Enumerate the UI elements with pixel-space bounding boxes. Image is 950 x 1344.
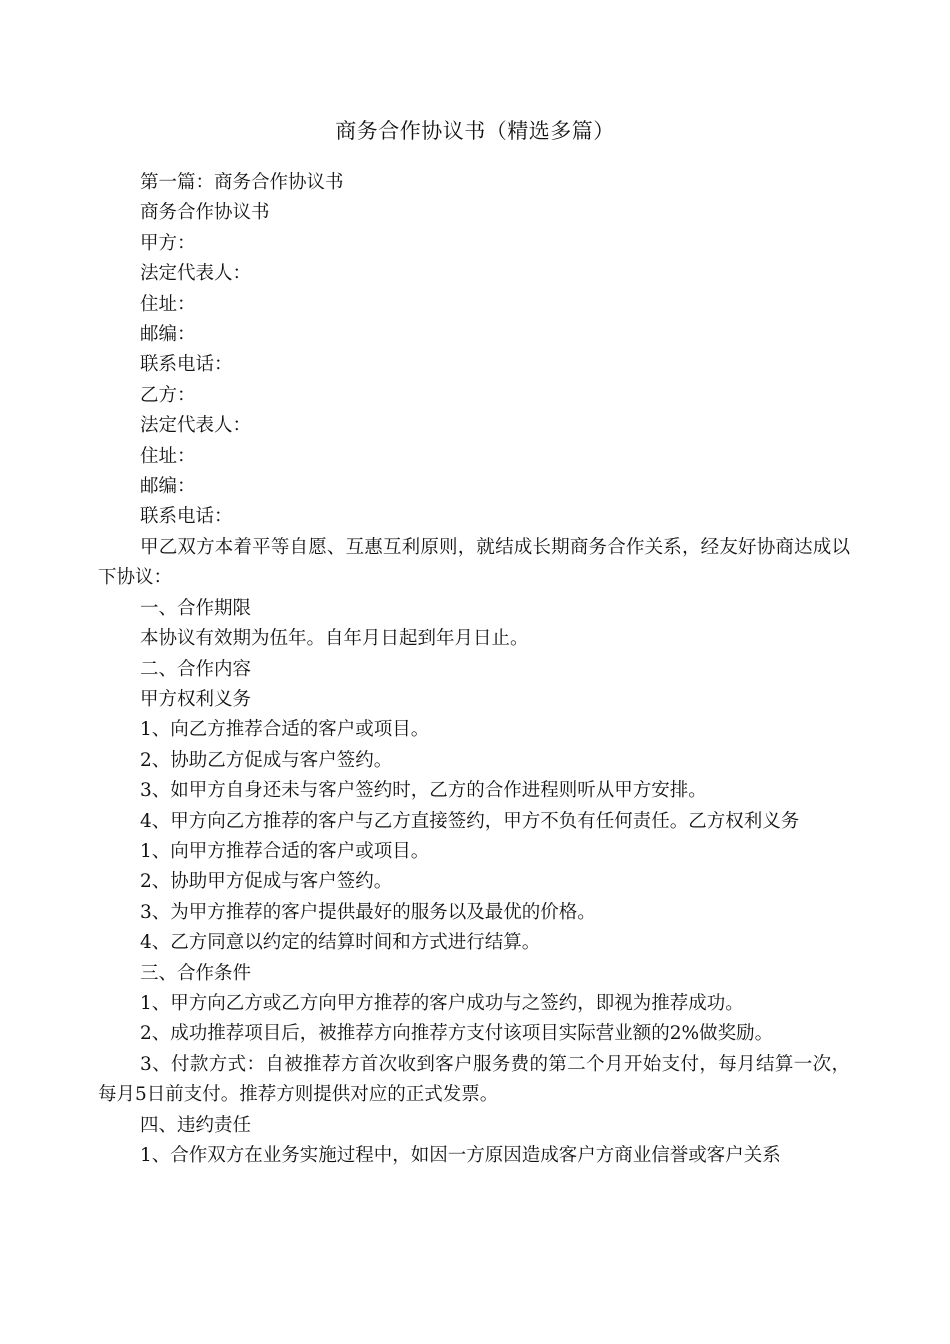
text-line: 2、协助乙方促成与客户签约。 xyxy=(140,749,393,771)
text-line: 联系电话： xyxy=(140,354,233,376)
text-line: 邮编： xyxy=(140,476,196,498)
text-line: 本协议有效期为伍年。自年月日起到年月日止。 xyxy=(140,628,529,650)
text-line: 一、合作期限 xyxy=(140,597,252,619)
text-line: 2、协助甲方促成与客户签约。 xyxy=(140,871,393,893)
paragraph: 4、甲方向乙方推荐的客户与乙方直接签约，甲方不负有任何责任。乙方权利义务 xyxy=(140,810,800,832)
text-line: 3、为甲方推荐的客户提供最好的服务以及最优的价格。 xyxy=(140,901,596,923)
text-line: 第一篇：商务合作协议书 xyxy=(140,172,344,193)
text-line: 甲方： xyxy=(140,232,196,254)
text-line: 1、合作双方在业务实施过程中，如因一方原因造成客户方商业信誉或客户关系 xyxy=(140,1145,781,1166)
text-line: 1、向乙方推荐合适的客户或项目。 xyxy=(140,719,430,741)
text-line: 三、合作条件 xyxy=(140,962,252,984)
text-line: 1、向甲方推荐合适的客户或项目。 xyxy=(140,840,430,862)
document-body xyxy=(98,168,850,1171)
text-line: 法定代表人： xyxy=(140,415,252,437)
text-line: 二、合作内容 xyxy=(140,658,252,680)
text-line: 商务合作协议书 xyxy=(140,202,270,224)
text-line: 联系电话： xyxy=(140,506,233,528)
text-line: 法定代表人： xyxy=(140,263,252,285)
text-line: 乙方： xyxy=(140,384,196,406)
text-line: 甲方权利义务 xyxy=(140,688,252,710)
text-line: 邮编： xyxy=(140,324,196,346)
paragraph: 3、付款方式：自被推荐方首次收到客户服务费的第二个月开始支付，每月结算一次，每月5日前支付。推荐方则提供对应的正式发票。 xyxy=(98,1053,850,1106)
text-line: 住址： xyxy=(140,445,196,467)
text-line: 2、成功推荐项目后，被推荐方向推荐方支付该项目实际营业额的2%做奖励。 xyxy=(140,1023,774,1045)
text-line: 3、如甲方自身还未与客户签约时，乙方的合作进程则听从甲方安排。 xyxy=(140,780,707,802)
text-line: 四、违约责任 xyxy=(140,1114,252,1136)
paragraph: 甲乙双方本着平等自愿、互惠互利原则，就结成长期商务合作关系，经友好协商达成以下协议： xyxy=(98,536,850,589)
document-title: 商务合作协议书（精选多篇） xyxy=(335,119,615,143)
text-line: 住址： xyxy=(140,293,196,315)
text-line: 4、乙方同意以约定的结算时间和方式进行结算。 xyxy=(140,932,541,954)
text-line: 1、甲方向乙方或乙方向甲方推荐的客户成功与之签约，即视为推荐成功。 xyxy=(140,992,744,1014)
